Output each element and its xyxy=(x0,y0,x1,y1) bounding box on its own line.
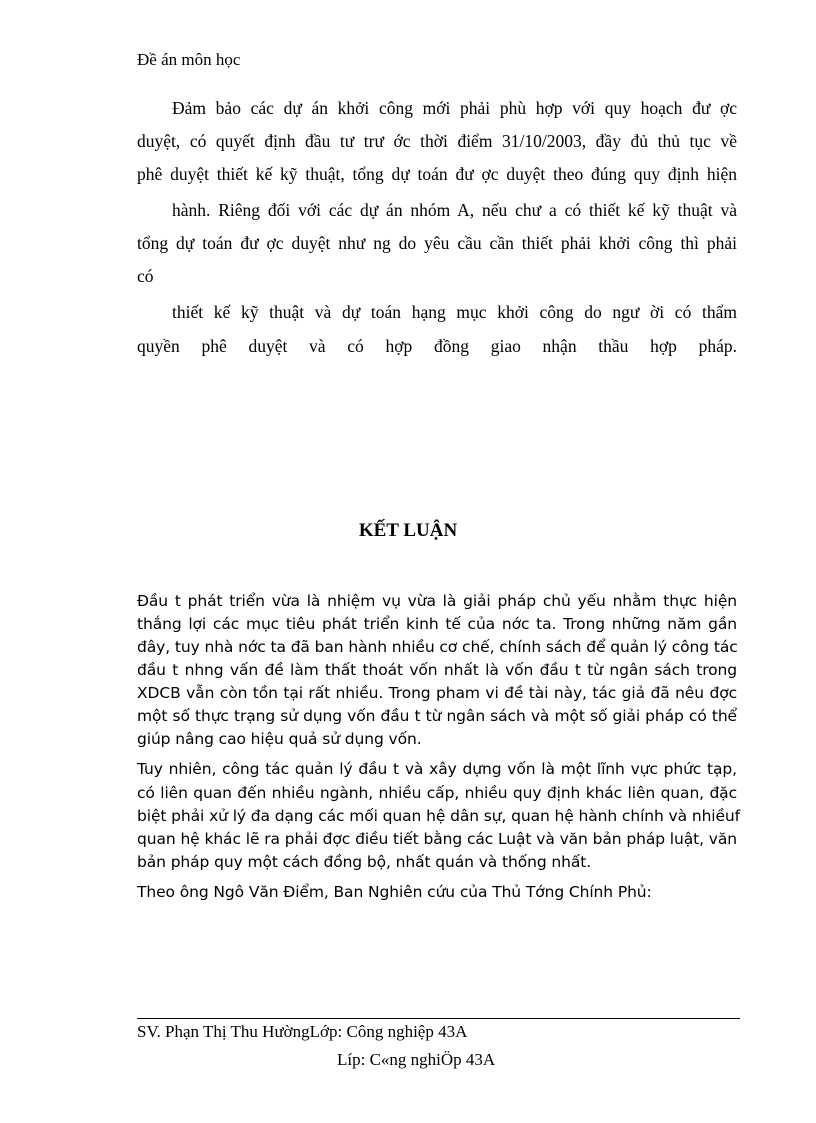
text-line: đầu t nhng vấn đề làm thất thoát vốn nhất là vốn đầu t từ ngân sách trong xyxy=(137,661,737,679)
text-line: phê duyệt thiết kế kỹ thuật, tổng dự toán đư ợc duyệt theo đúng quy định hiện xyxy=(137,164,737,184)
text-line: Theo ông Ngô Văn Điểm, Ban Nghiên cứu của Thủ Tớng Chính Phủ: xyxy=(137,883,652,901)
text-line: Tuy nhiên, công tác quản lý đầu t và xây dựng vốn là một lĩnh vực phức tạp, xyxy=(137,760,737,778)
text-line: Đầu t phát triển vừa là nhiệm vụ vừa là giải pháp chủ yếu nhằm thực hiện xyxy=(137,592,737,610)
text-line: quyền phê duyệt và có hợp đồng giao nhận thầu hợp pháp. xyxy=(137,336,737,356)
text-line: thiết kế kỹ thuật và dự toán hạng mục khởi công do ngư ời có thẩm xyxy=(172,302,737,322)
text-line: duyệt, có quyết định đầu tư trư ớc thời điểm 31/10/2003, đầy đủ thủ tục về xyxy=(137,131,737,151)
text-line: XDCB vẫn còn tồn tại rất nhiều. Trong pham vi đề tài này, tác giả đã nêu đợc xyxy=(137,684,737,702)
text-line: giúp nâng cao hiệu quả sử dụng vốn. xyxy=(137,730,422,748)
footer-class-line: Líp: C«ng nghiÖp 43A xyxy=(337,1050,496,1069)
text-line: thắng lợi các mục tiêu phát triển kinh tế của nớc ta. Trong những năm gần xyxy=(137,615,737,633)
text-line: đây, tuy nhà nớc ta đã ban hành nhiều cơ chế, chính sách để quản lý công tác xyxy=(137,638,738,656)
text-line: hành. Riêng đối với các dự án nhóm A, nếu chư a có thiết kế kỹ thuật và xyxy=(172,200,737,220)
conclusion-title: KẾT LUẬN xyxy=(358,520,458,541)
footer-student-line: SV. Phạn Thị Thu HườngLớp: Công nghiệp 43A xyxy=(137,1022,468,1041)
text-line: biệt phải xử lý đa dạng các mối quan hệ dân sự, quan hệ hành chính và nhiềuf xyxy=(137,807,741,825)
text-line: Đảm bảo các dự án khởi công mới phải phù hợp với quy hoạch đư ợc xyxy=(172,98,737,118)
text-line: tổng dự toán đư ợc duyệt như ng do yêu cầu cần thiết phải khởi công thì phải xyxy=(137,233,737,253)
text-line: bản pháp quy một cách đồng bộ, nhất quán và thống nhất. xyxy=(137,853,592,871)
text-line: có liên quan đến nhiều ngành, nhiều cấp, nhiều quy định khác liên quan, đặc xyxy=(137,784,737,802)
text-line: có xyxy=(137,266,154,286)
document-header: Đề án môn học xyxy=(137,50,241,69)
footer-divider xyxy=(137,1018,740,1019)
text-line: quan hệ khác lẽ ra phải đợc điều tiết bằng các Luật và văn bản pháp luật, văn xyxy=(137,830,737,848)
text-line: một số thực trạng sử dụng vốn đầu t từ ngân sách và một số giải pháp có thể xyxy=(137,707,737,725)
